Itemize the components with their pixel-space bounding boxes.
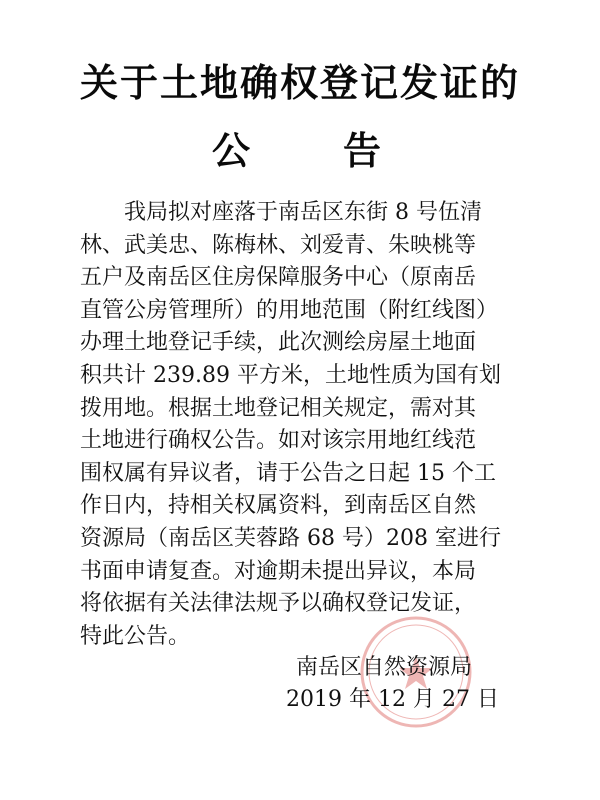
notice-title: 关于土地确权登记发证的 <box>79 61 520 105</box>
body-line: 五户及南岳区住房保障服务中心（原南岳 <box>80 265 477 291</box>
body-line: 将依据有关法律法规予以确权登记发证， <box>80 591 477 617</box>
subtitle-char-2: 告 <box>343 129 382 173</box>
body-line: 直管公房管理所）的用地范围（附红线图） <box>80 297 499 323</box>
body-line: 书面申请复查。对逾期未提出异议，本局 <box>80 558 477 584</box>
signature-date: 2019 年 12 月 27 日 <box>286 687 499 712</box>
body-line: 我局拟对座落于南岳区东街 8 号伍清 <box>124 200 482 225</box>
body-line: 拨用地。根据土地登记相关规定，需对其 <box>80 395 477 421</box>
body-line: 林、武美忠、陈梅林、刘爱青、朱映桃等 <box>80 232 477 258</box>
body-line: 作日内，持相关权属资料，到南岳区自然 <box>80 493 477 519</box>
body-line: 资源局（南岳区芙蓉路 68 号）208 室进行 <box>80 525 501 551</box>
notice-body <box>80 197 550 653</box>
body-line: 积共计 239.89 平方米，土地性质为国有划 <box>80 362 501 388</box>
body-line: 特此公告。 <box>80 623 191 649</box>
body-line: 办理土地登记手续，此次测绘房屋土地面 <box>80 330 477 356</box>
body-line: 土地进行确权公告。如对该宗用地红线范 <box>80 428 477 454</box>
signature-organization: 南岳区自然资源局 <box>296 655 473 680</box>
body-line: 围权属有异议者，请于公告之日起 15 个工 <box>80 460 496 486</box>
subtitle-char-1: 公 <box>212 129 251 173</box>
